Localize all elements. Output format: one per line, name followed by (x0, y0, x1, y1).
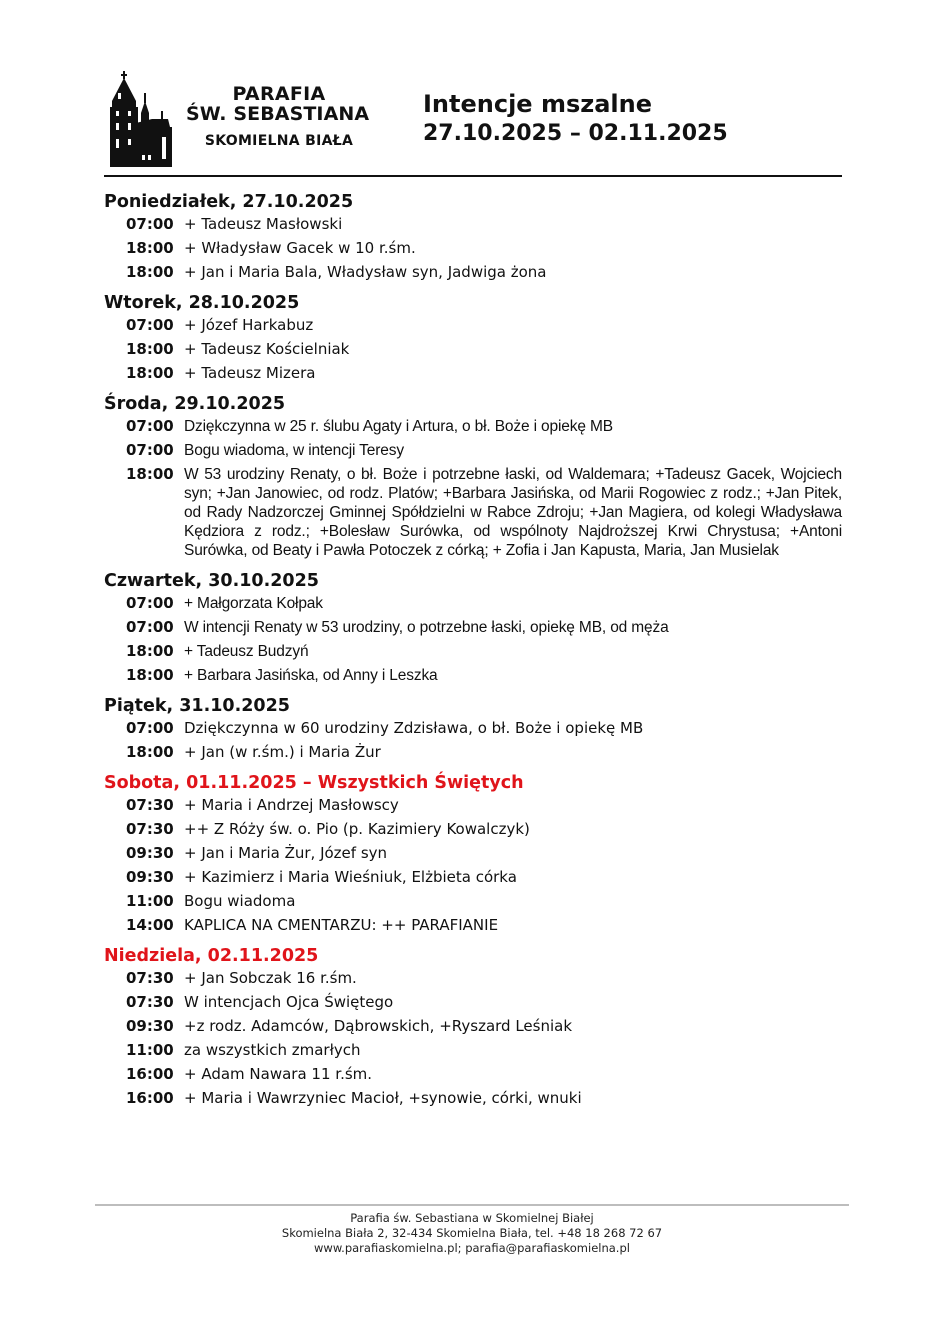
day-section-monday (104, 189, 842, 282)
day-section-thursday (104, 568, 842, 685)
mass-time: 16:00 (126, 1089, 174, 1107)
list-item (126, 364, 842, 383)
mass-time: 18:00 (126, 666, 174, 684)
mass-intention: + Maria i Wawrzyniec Macioł, +synowie, córki, wnuki (184, 1089, 582, 1107)
day-title: Poniedziałek, 27.10.2025 (104, 192, 354, 212)
logo-line-location: SKOMIELNA BIAŁA (204, 133, 354, 149)
footer (95, 1211, 849, 1256)
mass-time: 11:00 (126, 1041, 174, 1059)
mass-intention: + Maria i Andrzej Masłowscy (184, 796, 399, 814)
mass-time: 18:00 (126, 465, 174, 483)
mass-time: 18:00 (126, 340, 174, 358)
list-item (126, 594, 842, 613)
mass-time: 07:30 (126, 969, 174, 987)
list-item (126, 743, 842, 762)
list-item (126, 666, 842, 685)
mass-intention: + Małgorzata Kołpak (184, 595, 323, 612)
church-icon (106, 71, 174, 167)
mass-intention: Bogu wiadoma (184, 892, 296, 910)
mass-intention: W 53 urodziny Renaty, o bł. Boże i potrzebne łaski, od Waldemara; +Tadeusz Gacek, Wojciech syn; +Jan Janowiec, od rodz. Platów; +Barbara Jasińska, od Marii Rogowiec z rodz.; +Jan Pitek, od Rady Nadzorczej Gminnej Spółdzielni w Rabce Zdroju; +Jan Magiera, od kolegi Władysława Kędziora z rodz.; +Bolesław Surówka, od wspólnoty Najdroższej Krwi Chrystusa; +Antoni Surówka, od Beaty i Pawła Potoczek z córką; + Zofia i Jan Kapusta, Maria, Jan Musielak (184, 466, 842, 559)
mass-time: 07:00 (126, 316, 174, 334)
mass-intention: + Józef Harkabuz (184, 316, 314, 334)
mass-time: 09:30 (126, 1017, 174, 1035)
mass-time: 07:00 (126, 215, 174, 233)
day-section-sunday (104, 943, 842, 1108)
list-item (126, 916, 842, 935)
mass-intention: Dziękczynna w 25 r. ślubu Agaty i Artura, o bł. Boże i opiekę MB (184, 418, 613, 435)
mass-time: 07:00 (126, 719, 174, 737)
list-item (126, 868, 842, 887)
footer-parish-name: Parafia św. Sebastiana w Skomielnej Białej (350, 1211, 594, 1225)
list-item (126, 1089, 842, 1108)
mass-intention: + Barbara Jasińska, od Anny i Leszka (184, 667, 438, 684)
list-item (126, 642, 842, 661)
footer-divider (95, 1204, 849, 1206)
list-item (126, 796, 842, 815)
mass-time: 14:00 (126, 916, 174, 934)
mass-intention: + Kazimierz i Maria Wieśniuk, Elżbieta córka (184, 868, 517, 886)
day-title: Środa, 29.10.2025 (104, 394, 286, 414)
list-item (126, 465, 842, 560)
list-item (126, 969, 842, 988)
day-title: Czwartek, 30.10.2025 (104, 571, 319, 591)
mass-time: 16:00 (126, 1065, 174, 1083)
mass-time: 07:30 (126, 993, 174, 1011)
mass-time: 09:30 (126, 868, 174, 886)
list-item (126, 844, 842, 863)
mass-intention: + Jan i Maria Bala, Władysław syn, Jadwiga żona (184, 263, 547, 281)
list-item (126, 1017, 842, 1036)
list-item (126, 316, 842, 335)
day-title: Wtorek, 28.10.2025 (104, 293, 300, 313)
header (104, 68, 844, 178)
mass-intention: + Jan i Maria Żur, Józef syn (184, 844, 388, 862)
mass-intention: + Tadeusz Kościelniak (184, 340, 350, 358)
logo-text (186, 83, 370, 150)
list-item (126, 263, 842, 282)
mass-intention: za wszystkich zmarłych (184, 1041, 361, 1059)
day-section-friday (104, 693, 842, 762)
day-section-saturday (104, 770, 842, 935)
list-item (126, 892, 842, 911)
day-title: Piątek, 31.10.2025 (104, 696, 290, 716)
mass-time: 18:00 (126, 263, 174, 281)
mass-time: 07:30 (126, 796, 174, 814)
mass-intention: + Tadeusz Masłowski (184, 215, 343, 233)
mass-time: 18:00 (126, 364, 174, 382)
mass-intention: Dziękczynna w 60 urodziny Zdzisława, o bł. Boże i opiekę MB (184, 719, 644, 737)
mass-intention: + Adam Nawara 11 r.śm. (184, 1065, 373, 1083)
mass-time: 18:00 (126, 642, 174, 660)
mass-time: 07:00 (126, 594, 174, 612)
day-section-tuesday (104, 290, 842, 383)
intentions-list (104, 189, 842, 1116)
title-block (423, 90, 728, 148)
mass-intention: + Władysław Gacek w 10 r.śm. (184, 239, 416, 257)
mass-intention: + Tadeusz Mizera (184, 364, 316, 382)
mass-time: 07:00 (126, 417, 174, 435)
mass-intention: ++ Z Róży św. o. Pio (p. Kazimiery Kowalczyk) (184, 820, 530, 838)
mass-intention: W intencjach Ojca Świętego (184, 993, 394, 1011)
mass-time: 18:00 (126, 743, 174, 761)
mass-intention: + Tadeusz Budzyń (184, 643, 309, 660)
page-date-range: 27.10.2025 – 02.11.2025 (423, 121, 728, 146)
list-item (126, 618, 842, 637)
mass-time: 09:30 (126, 844, 174, 862)
list-item (126, 239, 842, 258)
mass-intention: Bogu wiadoma, w intencji Teresy (184, 442, 404, 459)
mass-intention: W intencji Renaty w 53 urodziny, o potrzebne łaski, opiekę MB, od męża (184, 619, 669, 636)
footer-web-email: www.parafiaskomielna.pl; parafia@parafiaskomielna.pl (314, 1241, 630, 1255)
mass-time: 07:00 (126, 441, 174, 459)
mass-intention: + Jan Sobczak 16 r.śm. (184, 969, 357, 987)
mass-intention: + Jan (w r.śm.) i Maria Żur (184, 743, 381, 761)
list-item (126, 719, 842, 738)
footer-address: Skomielna Biała 2, 32-434 Skomielna Biała, tel. +48 18 268 72 67 (281, 1226, 663, 1240)
logo-line-patron: ŚW. SEBASTIANA (186, 103, 370, 125)
mass-time: 18:00 (126, 239, 174, 257)
list-item (126, 417, 842, 436)
mass-time: 11:00 (126, 892, 174, 910)
mass-time: 07:00 (126, 618, 174, 636)
mass-intention: +z rodz. Adamców, Dąbrowskich, +Ryszard Leśniak (184, 1017, 573, 1035)
mass-time: 07:30 (126, 820, 174, 838)
day-title-holiday: Niedziela, 02.11.2025 (104, 946, 319, 966)
page-title: Intencje mszalne (423, 90, 652, 118)
list-item (126, 1065, 842, 1084)
logo-line-parafia: PARAFIA (232, 83, 326, 105)
list-item (126, 340, 842, 359)
list-item (126, 993, 842, 1012)
header-divider (104, 175, 842, 177)
list-item (126, 441, 842, 460)
list-item (126, 820, 842, 839)
list-item (126, 215, 842, 234)
mass-intention: KAPLICA NA CMENTARZU: ++ PARAFIANIE (184, 916, 499, 934)
list-item (126, 1041, 842, 1060)
day-title-holiday: Sobota, 01.11.2025 – Wszystkich Świętych (104, 773, 524, 793)
day-section-wednesday (104, 391, 842, 560)
